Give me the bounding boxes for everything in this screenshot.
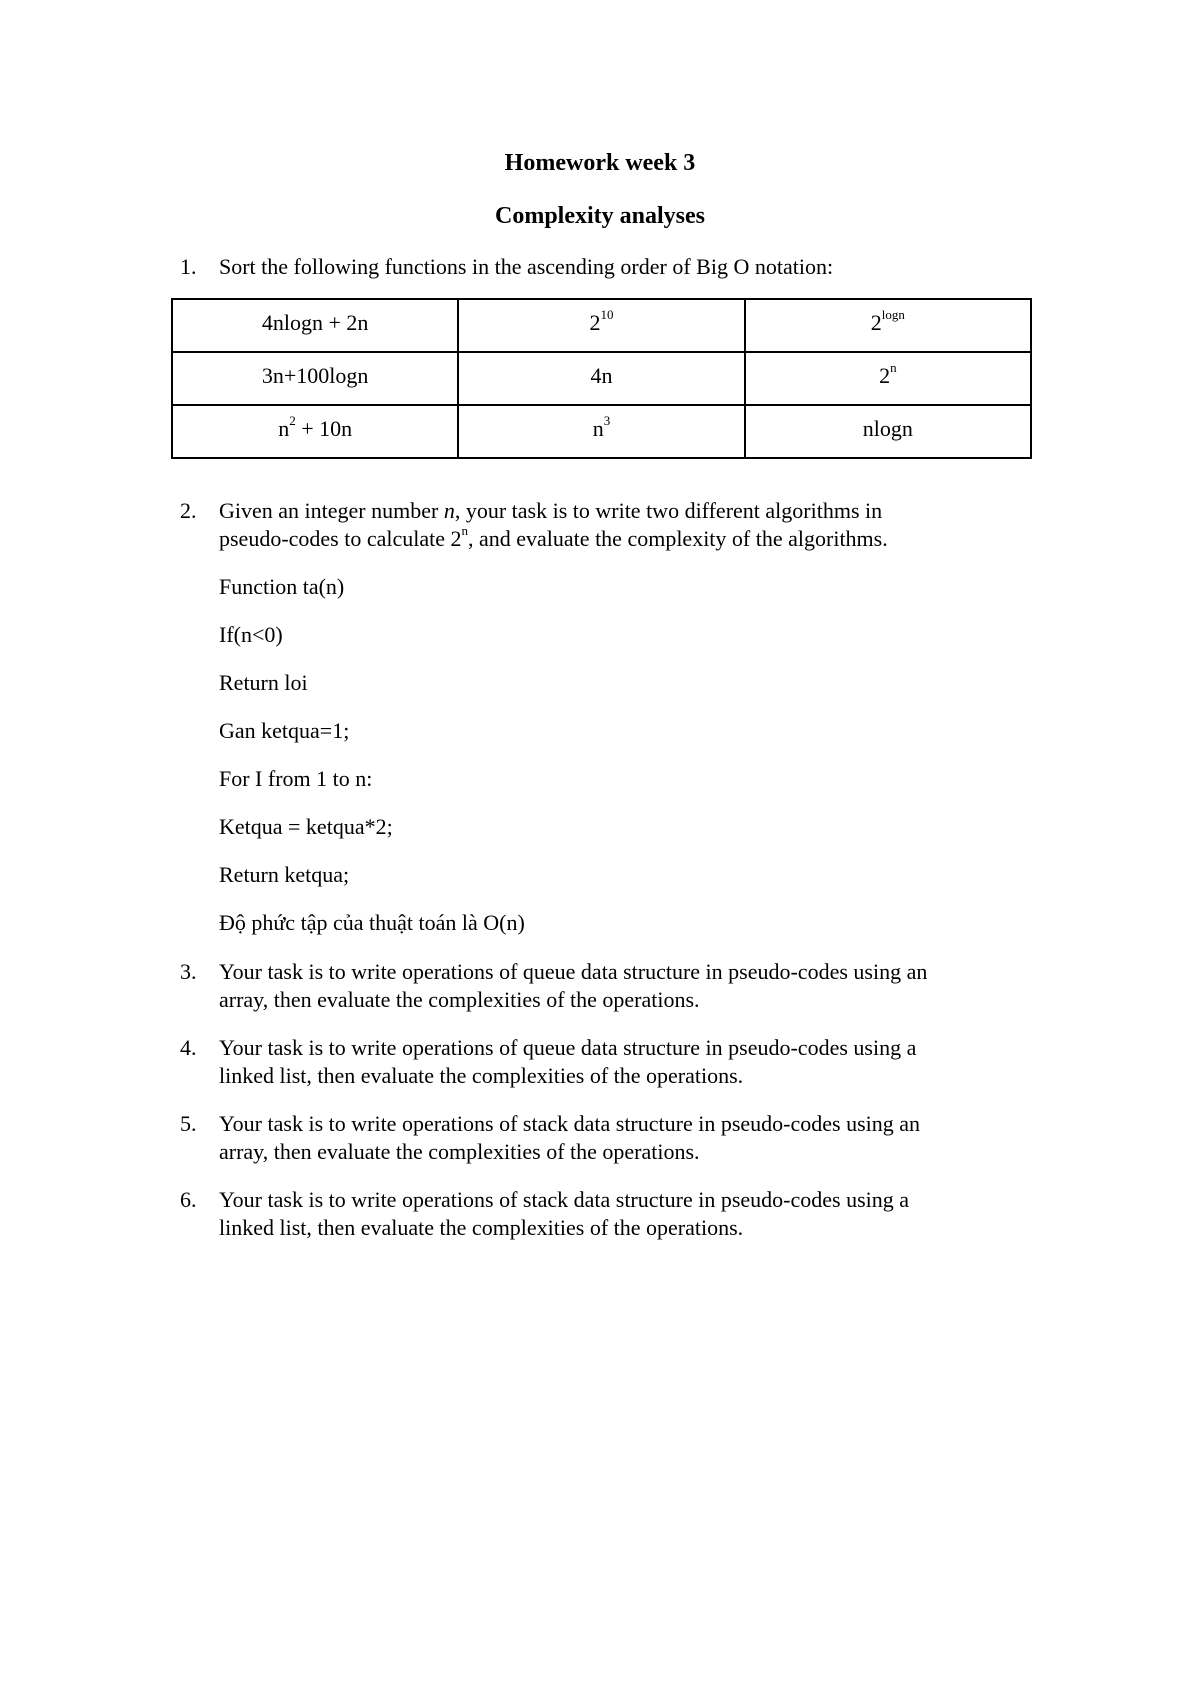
table-cell: 4n bbox=[458, 352, 744, 405]
table-cell: $2^{logn}$ bbox=[745, 299, 1031, 352]
code-line: For I from 1 to n: bbox=[219, 766, 373, 791]
functions-table bbox=[171, 298, 1032, 459]
complexity-answer: Độ phức tập của thuật toán là O(n) bbox=[219, 910, 525, 935]
question-number: 2. bbox=[180, 498, 197, 523]
code-line: If(n<0) bbox=[219, 622, 283, 647]
question-text: Your task is to write operations of stack data structure in pseudo-codes using an array, then evaluate the complexities of the operations. bbox=[219, 1111, 921, 1164]
question-3 bbox=[180, 958, 1040, 1014]
table-cell: $n^2 + 10n$ bbox=[172, 405, 458, 458]
table-cell: $n^3$ bbox=[458, 405, 744, 458]
question-text: Your task is to write operations of stack data structure in pseudo-codes using a linked list, then evaluate the complexities of the operations. bbox=[219, 1187, 910, 1240]
code-line: Return loi bbox=[219, 670, 308, 695]
table-cell: 3n+100logn bbox=[172, 352, 458, 405]
code-line: Gan ketqua=1; bbox=[219, 718, 350, 743]
code-line: Function ta(n) bbox=[219, 574, 345, 599]
code-line: Ketqua = ketqua*2; bbox=[219, 814, 393, 839]
question-number: 1. bbox=[180, 254, 197, 279]
question-6 bbox=[180, 1186, 1040, 1242]
question-5 bbox=[180, 1110, 1040, 1166]
code-line: Return ketqua; bbox=[219, 862, 350, 887]
question-number: 4. bbox=[180, 1035, 197, 1060]
question-text: Your task is to write operations of queue data structure in pseudo-codes using an array, then evaluate the complexities of the operations. bbox=[219, 959, 928, 1012]
question-4 bbox=[180, 1034, 1040, 1090]
document-subtitle: Complexity analyses bbox=[495, 203, 705, 229]
question-number: 6. bbox=[180, 1187, 197, 1212]
table-row bbox=[172, 405, 1031, 458]
table-row bbox=[172, 352, 1031, 405]
table-cell: $2^{10}$ bbox=[458, 299, 744, 352]
question-text: Your task is to write operations of queue data structure in pseudo-codes using a linked list, then evaluate the complexities of the operations. bbox=[219, 1035, 917, 1088]
question-text: Given an integer number n, your task is to write two different algorithms in pseudo-codes to calculate 2$^n$, and evaluate the complexity of the algorithms. bbox=[219, 498, 888, 551]
table-cell: 4nlogn + 2n bbox=[172, 299, 458, 352]
question-1 bbox=[180, 253, 1040, 281]
table-cell: 2$^n$ bbox=[745, 352, 1031, 405]
question-2 bbox=[180, 497, 1040, 553]
document-title: Homework week 3 bbox=[504, 150, 696, 176]
table-cell: nlogn bbox=[745, 405, 1031, 458]
question-number: 5. bbox=[180, 1111, 197, 1136]
question-text: Sort the following functions in the ascending order of Big O notation: bbox=[219, 254, 834, 279]
table-row bbox=[172, 299, 1031, 352]
variable-n: n bbox=[443, 498, 455, 523]
question-number: 3. bbox=[180, 959, 197, 984]
